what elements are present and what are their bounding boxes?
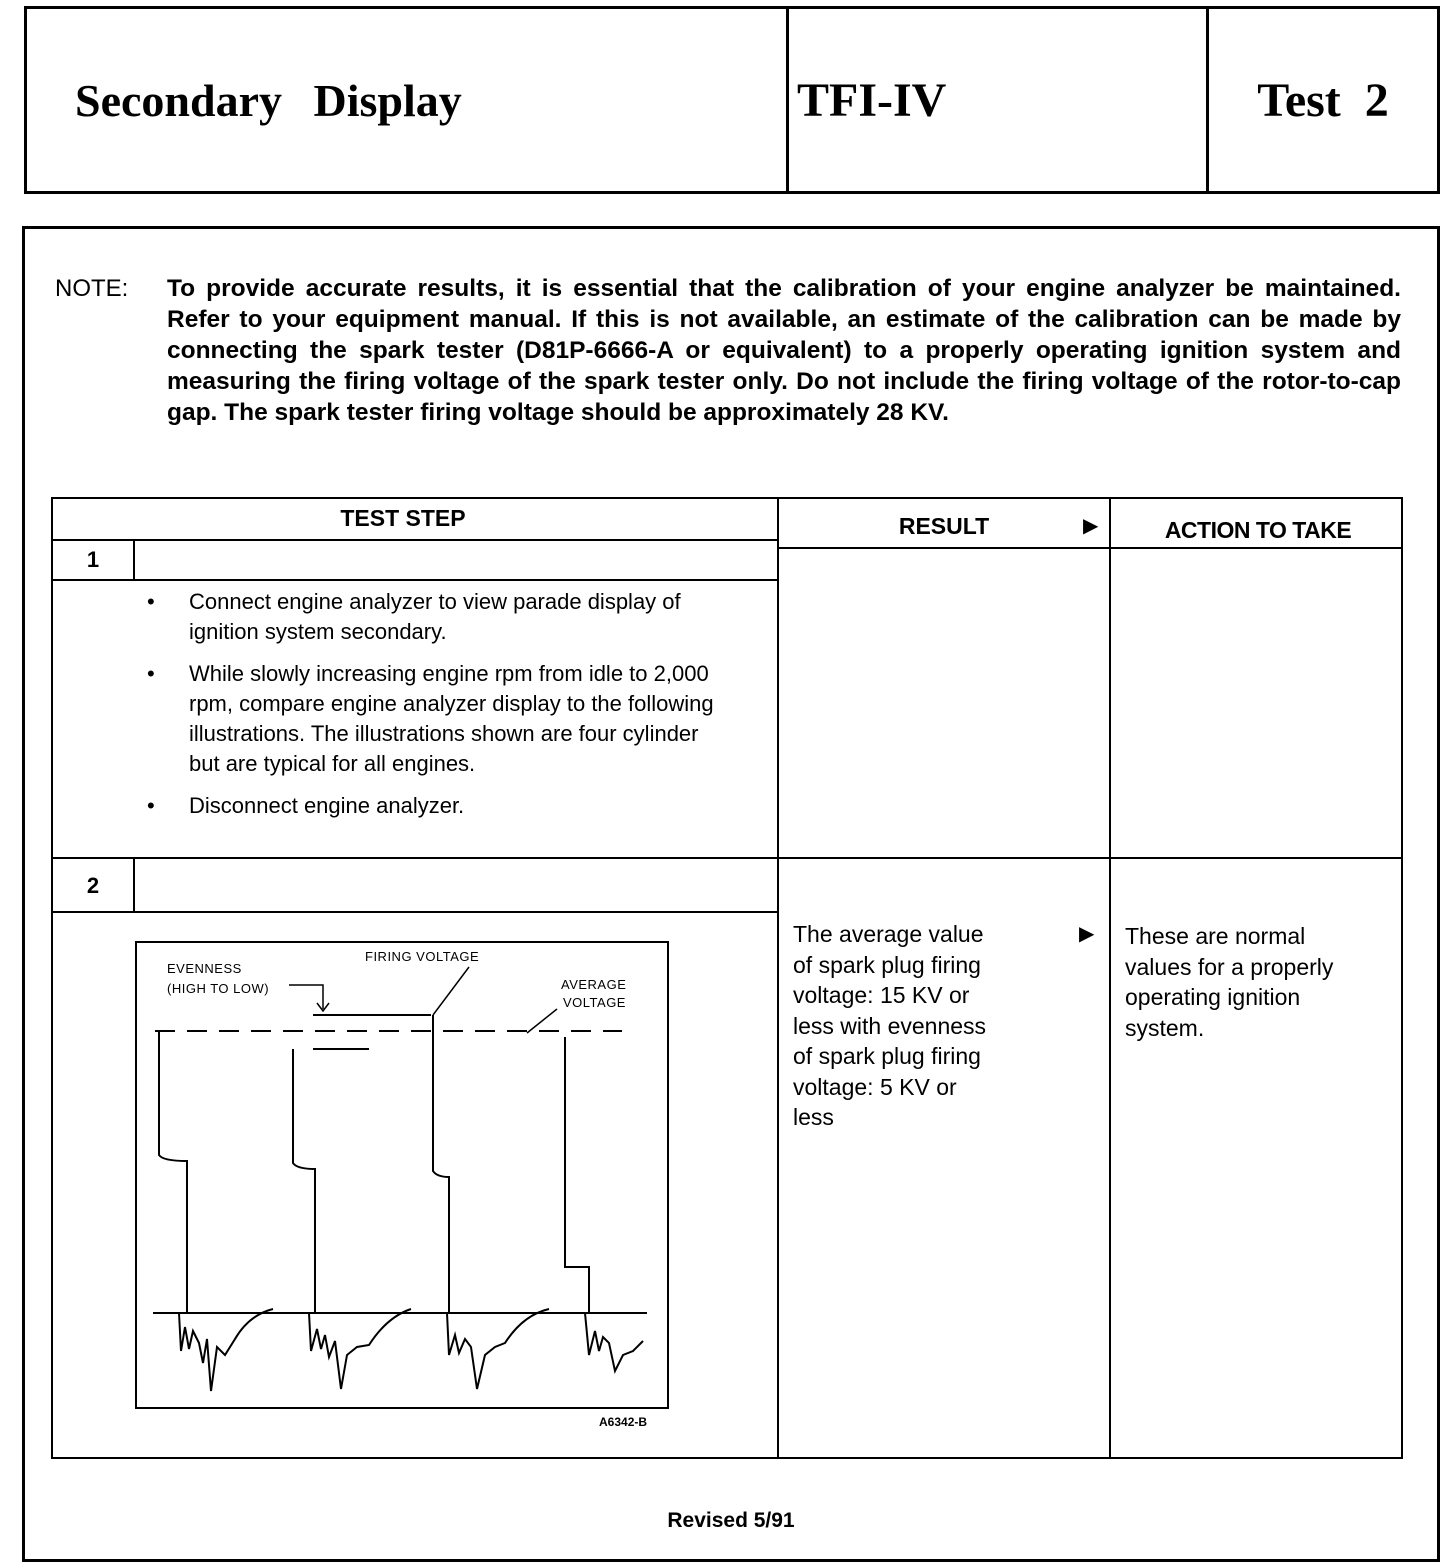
right-triangle-arrow-icon: ▶ bbox=[1079, 923, 1095, 945]
step2-number-divider bbox=[133, 857, 135, 911]
page-header bbox=[24, 6, 1440, 194]
step1-rule bbox=[53, 579, 777, 581]
cylinder-3-ringing bbox=[447, 1309, 549, 1389]
main-panel bbox=[22, 226, 1440, 1562]
test-number: Test 2 bbox=[1257, 73, 1389, 127]
cylinder-1-ringing bbox=[179, 1309, 273, 1391]
step2-result: The average value of spark plug firing voltage: 15 KV or less with evenness of spark plug firing voltage: 5 KV or less bbox=[793, 921, 987, 1130]
waveform-illustration bbox=[137, 943, 667, 1407]
cylinder-2-trace bbox=[293, 1049, 315, 1313]
revision-footer: Revised 5/91 bbox=[667, 1509, 795, 1532]
header-action: ACTION TO TAKE bbox=[1164, 517, 1352, 543]
firing-voltage-label: FIRING VOLTAGE bbox=[365, 949, 480, 964]
firing-voltage-pointer bbox=[433, 967, 469, 1015]
header-title-cell bbox=[27, 9, 789, 191]
cylinder-1-trace bbox=[159, 1031, 187, 1313]
row-divider bbox=[53, 857, 1401, 859]
header-rule-result bbox=[777, 547, 1401, 549]
header-test-cell bbox=[1209, 9, 1437, 191]
step1-instructions bbox=[147, 587, 727, 833]
evenness-sub-label: (HIGH TO LOW) bbox=[167, 981, 270, 996]
list-item: • Connect engine analyzer to view parade display of ignition system secondary. bbox=[147, 587, 727, 647]
average-label: AVERAGE bbox=[561, 977, 627, 992]
list-item: • While slowly increasing engine rpm from idle to 2,000 rpm, compare engine analyzer display to the following illustrations. The illustrations shown are four cylinder but are typical for all engines. bbox=[147, 659, 727, 779]
header-rule-step bbox=[53, 539, 777, 541]
step-number: 2 bbox=[86, 873, 100, 898]
note-label: NOTE: bbox=[55, 275, 129, 302]
cylinder-2-ringing bbox=[309, 1309, 411, 1389]
test-table bbox=[51, 497, 1403, 1459]
cylinder-4-trace bbox=[565, 1037, 589, 1313]
list-item: • Disconnect engine analyzer. bbox=[147, 791, 727, 821]
secondary-parade-waveform-figure bbox=[135, 941, 669, 1409]
header-test-step: TEST STEP bbox=[340, 505, 466, 531]
average-voltage-pointer bbox=[527, 1009, 557, 1033]
step2-rule bbox=[53, 911, 777, 913]
note-block bbox=[55, 273, 1401, 428]
step-number: 1 bbox=[86, 547, 100, 572]
column-divider-action bbox=[1109, 499, 1111, 1457]
figure-id: A6342-B bbox=[599, 1415, 648, 1429]
page-title: Secondary Display bbox=[75, 74, 462, 126]
note-text: To provide accurate results, it is essential that the calibration of your engine analyzer be maintained. Refer to your equipment manual. If this is not available, an estimate of the calibration can be made by connecting the spark tester (D81P-6666-A or equivalent) to a properly operating ignition system and measuring the firing voltage of the spark tester only. Do not include the firing voltage of the rotor-to-cap gap. The spark tester firing voltage should be approximately 28 KV. bbox=[167, 275, 1401, 426]
right-triangle-arrow-icon: ▶ bbox=[1083, 515, 1099, 537]
cylinder-3-trace bbox=[433, 1015, 449, 1313]
step2-action: These are normal values for a properly operating ignition system. bbox=[1125, 923, 1334, 1041]
system-name: TFI-IV bbox=[797, 73, 947, 127]
header-system-cell bbox=[789, 9, 1209, 191]
voltage-label: VOLTAGE bbox=[563, 995, 626, 1010]
evenness-label: EVENNESS bbox=[167, 961, 242, 976]
column-divider-result bbox=[777, 499, 779, 1457]
step1-number-divider bbox=[133, 539, 135, 579]
cylinder-4-ringing bbox=[585, 1313, 643, 1371]
header-result: RESULT bbox=[898, 513, 990, 539]
